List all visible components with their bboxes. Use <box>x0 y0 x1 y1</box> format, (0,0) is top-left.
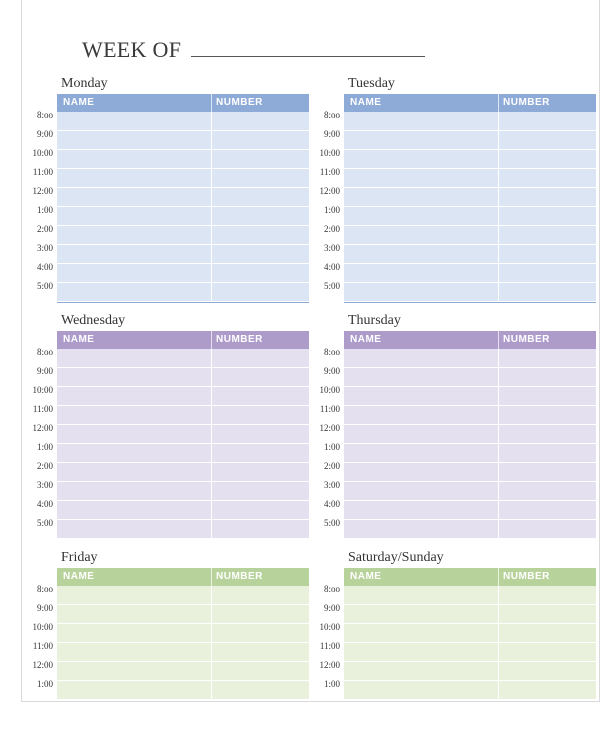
name-cell[interactable] <box>344 150 499 168</box>
schedule-row <box>57 520 309 539</box>
time-label: 10:00 <box>319 385 340 395</box>
time-label: 9:00 <box>323 603 340 613</box>
time-label: 9:00 <box>36 603 53 613</box>
time-label: 11:00 <box>32 404 53 414</box>
schedule-row <box>57 368 309 387</box>
number-cell[interactable] <box>499 387 596 405</box>
number-cell[interactable] <box>499 624 596 642</box>
time-label: 2:00 <box>36 461 53 471</box>
name-cell[interactable] <box>344 586 499 604</box>
name-cell[interactable] <box>57 482 212 500</box>
time-label: 12:00 <box>319 423 340 433</box>
time-label: 1:00 <box>323 679 340 689</box>
name-cell[interactable] <box>57 112 212 130</box>
time-label: 10:00 <box>32 622 53 632</box>
name-cell[interactable] <box>344 624 499 642</box>
number-cell[interactable] <box>212 643 309 661</box>
name-cell[interactable] <box>344 283 499 301</box>
schedule-row <box>344 463 596 482</box>
schedule-row <box>344 112 596 131</box>
name-cell[interactable] <box>57 520 212 538</box>
number-cell[interactable] <box>499 207 596 225</box>
time-label: 2:00 <box>323 224 340 234</box>
number-cell[interactable] <box>499 150 596 168</box>
name-cell[interactable] <box>344 681 499 699</box>
name-column-header: NAME <box>344 331 499 349</box>
schedule-row <box>57 425 309 444</box>
number-cell[interactable] <box>499 520 596 538</box>
name-cell[interactable] <box>344 406 499 424</box>
time-label: 3:00 <box>36 480 53 490</box>
number-cell[interactable] <box>212 368 309 386</box>
number-cell[interactable] <box>212 188 309 206</box>
number-cell[interactable] <box>212 624 309 642</box>
number-cell[interactable] <box>499 586 596 604</box>
number-cell[interactable] <box>212 501 309 519</box>
name-cell[interactable] <box>344 662 499 680</box>
time-label: 4:00 <box>36 499 53 509</box>
time-label: 10:00 <box>32 148 53 158</box>
number-cell[interactable] <box>499 444 596 462</box>
grid-rows <box>57 586 309 700</box>
time-column <box>21 580 53 694</box>
name-cell[interactable] <box>344 226 499 244</box>
name-cell[interactable] <box>57 368 212 386</box>
time-column <box>308 580 340 694</box>
week-of-blank-line[interactable] <box>191 55 425 57</box>
number-cell[interactable] <box>212 131 309 149</box>
time-label: 11:00 <box>319 404 340 414</box>
time-label: 8:oo <box>323 347 340 357</box>
name-cell[interactable] <box>57 150 212 168</box>
time-label: 11:00 <box>319 641 340 651</box>
name-cell[interactable] <box>57 264 212 282</box>
schedule-grid <box>57 94 309 303</box>
schedule-row <box>344 520 596 539</box>
name-cell[interactable] <box>344 368 499 386</box>
name-cell[interactable] <box>344 245 499 263</box>
time-column <box>21 106 53 296</box>
schedule-row <box>344 444 596 463</box>
number-cell[interactable] <box>499 463 596 481</box>
number-cell[interactable] <box>499 482 596 500</box>
schedule-row <box>57 681 309 700</box>
grid-rows <box>57 349 309 539</box>
number-cell[interactable] <box>499 283 596 301</box>
number-cell[interactable] <box>212 425 309 443</box>
time-label: 8:oo <box>36 347 53 357</box>
schedule-row <box>344 150 596 169</box>
schedule-row <box>57 245 309 264</box>
schedule-row <box>344 662 596 681</box>
name-cell[interactable] <box>57 681 212 699</box>
schedule-row <box>57 112 309 131</box>
name-cell[interactable] <box>57 501 212 519</box>
schedule-row <box>57 349 309 368</box>
number-cell[interactable] <box>212 245 309 263</box>
grid-rows <box>57 112 309 302</box>
grid-rows <box>344 112 596 302</box>
number-cell[interactable] <box>499 169 596 187</box>
schedule-row <box>57 643 309 662</box>
number-cell[interactable] <box>212 349 309 367</box>
schedule-row <box>57 501 309 520</box>
name-cell[interactable] <box>344 482 499 500</box>
name-cell[interactable] <box>57 349 212 367</box>
schedule-row <box>344 482 596 501</box>
name-cell[interactable] <box>57 662 212 680</box>
number-column-header: NUMBER <box>503 334 550 345</box>
schedule-row <box>57 131 309 150</box>
schedule-row <box>57 406 309 425</box>
time-label: 10:00 <box>319 622 340 632</box>
name-cell[interactable] <box>57 131 212 149</box>
time-label: 9:00 <box>36 366 53 376</box>
schedule-row <box>344 605 596 624</box>
number-cell[interactable] <box>212 586 309 604</box>
number-cell[interactable] <box>499 406 596 424</box>
schedule-row <box>344 226 596 245</box>
time-label: 9:00 <box>36 129 53 139</box>
schedule-row <box>57 283 309 302</box>
schedule-grid <box>57 568 309 700</box>
number-cell[interactable] <box>499 349 596 367</box>
time-label: 11:00 <box>32 167 53 177</box>
number-cell[interactable] <box>212 207 309 225</box>
name-cell[interactable] <box>344 444 499 462</box>
number-cell[interactable] <box>212 283 309 301</box>
number-cell[interactable] <box>212 112 309 130</box>
schedule-row <box>344 245 596 264</box>
name-cell[interactable] <box>57 169 212 187</box>
time-label: 5:00 <box>323 518 340 528</box>
time-label: 1:00 <box>36 205 53 215</box>
name-cell[interactable] <box>57 463 212 481</box>
name-column-header: NAME <box>57 94 212 112</box>
time-label: 3:00 <box>36 243 53 253</box>
schedule-row <box>344 624 596 643</box>
schedule-row <box>344 586 596 605</box>
number-cell[interactable] <box>212 482 309 500</box>
schedule-row <box>344 264 596 283</box>
week-of-label: WEEK OF <box>82 37 182 62</box>
day-title-friday: Friday <box>61 550 98 565</box>
name-cell[interactable] <box>57 283 212 301</box>
name-cell[interactable] <box>344 643 499 661</box>
day-title-monday: Monday <box>61 76 108 91</box>
time-label: 9:00 <box>323 129 340 139</box>
schedule-row <box>57 169 309 188</box>
schedule-row <box>57 586 309 605</box>
name-cell[interactable] <box>57 425 212 443</box>
time-label: 12:00 <box>32 186 53 196</box>
name-cell[interactable] <box>57 245 212 263</box>
name-cell[interactable] <box>344 605 499 623</box>
time-column <box>21 343 53 533</box>
time-column <box>308 343 340 533</box>
number-column-header: NUMBER <box>503 571 550 582</box>
number-cell[interactable] <box>499 425 596 443</box>
schedule-row <box>57 150 309 169</box>
name-cell[interactable] <box>344 264 499 282</box>
number-cell[interactable] <box>499 188 596 206</box>
time-label: 2:00 <box>36 224 53 234</box>
number-cell[interactable] <box>212 681 309 699</box>
number-column-header: NUMBER <box>216 571 263 582</box>
time-label: 3:00 <box>323 243 340 253</box>
schedule-grid <box>57 331 309 539</box>
schedule-row <box>57 444 309 463</box>
schedule-grid <box>344 94 596 303</box>
time-label: 4:00 <box>323 499 340 509</box>
name-cell[interactable] <box>57 226 212 244</box>
schedule-row <box>57 226 309 245</box>
name-cell[interactable] <box>344 501 499 519</box>
name-cell[interactable] <box>344 425 499 443</box>
name-cell[interactable] <box>57 586 212 604</box>
schedule-row <box>344 207 596 226</box>
number-cell[interactable] <box>212 406 309 424</box>
time-label: 1:00 <box>36 442 53 452</box>
number-cell[interactable] <box>499 643 596 661</box>
name-cell[interactable] <box>344 188 499 206</box>
name-cell[interactable] <box>344 349 499 367</box>
number-cell[interactable] <box>212 444 309 462</box>
number-cell[interactable] <box>212 605 309 623</box>
number-cell[interactable] <box>212 662 309 680</box>
schedule-row <box>57 264 309 283</box>
time-label: 4:00 <box>36 262 53 272</box>
number-cell[interactable] <box>499 131 596 149</box>
number-cell[interactable] <box>499 368 596 386</box>
grid-header <box>57 568 309 586</box>
name-cell[interactable] <box>57 624 212 642</box>
time-label: 10:00 <box>319 148 340 158</box>
schedule-row <box>344 681 596 700</box>
schedule-row <box>344 169 596 188</box>
grid-header <box>344 331 596 349</box>
name-cell[interactable] <box>344 131 499 149</box>
name-column-header: NAME <box>57 568 212 586</box>
number-cell[interactable] <box>212 520 309 538</box>
number-column-header: NUMBER <box>216 97 263 108</box>
day-title-weekend: Saturday/Sunday <box>348 550 444 565</box>
number-cell[interactable] <box>212 264 309 282</box>
name-cell[interactable] <box>57 406 212 424</box>
schedule-row <box>57 188 309 207</box>
schedule-row <box>57 387 309 406</box>
time-label: 12:00 <box>319 660 340 670</box>
name-cell[interactable] <box>57 188 212 206</box>
number-cell[interactable] <box>499 264 596 282</box>
number-cell[interactable] <box>499 662 596 680</box>
schedule-row <box>344 283 596 302</box>
schedule-row <box>57 463 309 482</box>
schedule-row <box>344 349 596 368</box>
name-cell[interactable] <box>57 387 212 405</box>
name-cell[interactable] <box>57 643 212 661</box>
grid-rows <box>344 586 596 700</box>
grid-header <box>57 94 309 112</box>
schedule-row <box>57 624 309 643</box>
schedule-row <box>57 605 309 624</box>
schedule-row <box>344 368 596 387</box>
time-label: 3:00 <box>323 480 340 490</box>
name-cell[interactable] <box>57 207 212 225</box>
grid-header <box>344 94 596 112</box>
time-label: 8:oo <box>323 584 340 594</box>
time-label: 4:00 <box>323 262 340 272</box>
number-cell[interactable] <box>499 245 596 263</box>
name-column-header: NAME <box>344 568 499 586</box>
time-label: 11:00 <box>32 641 53 651</box>
time-label: 12:00 <box>32 660 53 670</box>
page-title <box>82 37 425 63</box>
time-label: 1:00 <box>323 205 340 215</box>
schedule-row <box>344 131 596 150</box>
schedule-grid <box>344 331 596 539</box>
grid-header <box>57 331 309 349</box>
day-title-wednesday: Wednesday <box>61 313 126 328</box>
schedule-row <box>57 662 309 681</box>
number-cell[interactable] <box>499 605 596 623</box>
number-cell[interactable] <box>499 681 596 699</box>
planner-page <box>21 0 600 702</box>
time-label: 8:oo <box>323 110 340 120</box>
schedule-grid <box>344 568 596 700</box>
name-cell[interactable] <box>344 387 499 405</box>
name-cell[interactable] <box>344 207 499 225</box>
number-cell[interactable] <box>499 112 596 130</box>
name-cell[interactable] <box>57 444 212 462</box>
time-label: 11:00 <box>319 167 340 177</box>
time-label: 5:00 <box>36 281 53 291</box>
time-label: 12:00 <box>319 186 340 196</box>
schedule-row <box>344 387 596 406</box>
number-cell[interactable] <box>212 169 309 187</box>
name-cell[interactable] <box>344 112 499 130</box>
number-cell[interactable] <box>212 463 309 481</box>
name-cell[interactable] <box>57 605 212 623</box>
number-column-header: NUMBER <box>503 97 550 108</box>
day-title-thursday: Thursday <box>348 313 401 328</box>
time-label: 5:00 <box>323 281 340 291</box>
day-title-tuesday: Tuesday <box>348 76 395 91</box>
schedule-row <box>57 482 309 501</box>
time-label: 2:00 <box>323 461 340 471</box>
number-cell[interactable] <box>499 501 596 519</box>
schedule-row <box>344 406 596 425</box>
schedule-row <box>344 643 596 662</box>
name-cell[interactable] <box>344 169 499 187</box>
time-column <box>308 106 340 296</box>
time-label: 12:00 <box>32 423 53 433</box>
name-cell[interactable] <box>344 463 499 481</box>
schedule-row <box>344 188 596 207</box>
number-cell[interactable] <box>212 226 309 244</box>
name-column-header: NAME <box>57 331 212 349</box>
name-cell[interactable] <box>344 520 499 538</box>
name-column-header: NAME <box>344 94 499 112</box>
schedule-row <box>57 207 309 226</box>
number-cell[interactable] <box>499 226 596 244</box>
time-label: 10:00 <box>32 385 53 395</box>
time-label: 8:oo <box>36 584 53 594</box>
time-label: 8:oo <box>36 110 53 120</box>
schedule-row <box>344 425 596 444</box>
time-label: 1:00 <box>36 679 53 689</box>
schedule-row <box>344 501 596 520</box>
number-column-header: NUMBER <box>216 334 263 345</box>
grid-rows <box>344 349 596 539</box>
time-label: 1:00 <box>323 442 340 452</box>
time-label: 9:00 <box>323 366 340 376</box>
number-cell[interactable] <box>212 387 309 405</box>
number-cell[interactable] <box>212 150 309 168</box>
grid-header <box>344 568 596 586</box>
time-label: 5:00 <box>36 518 53 528</box>
